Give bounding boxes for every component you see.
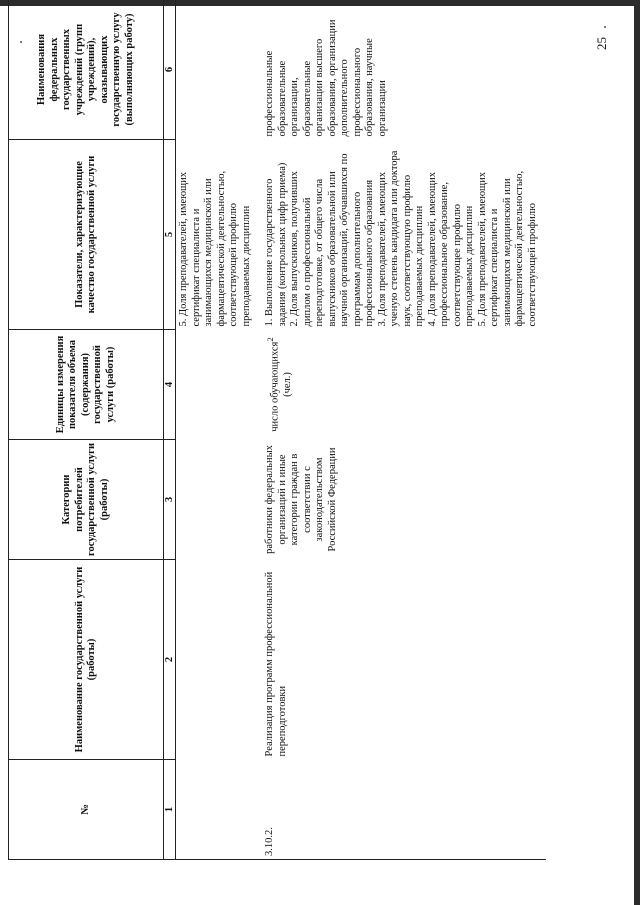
scan-border-right — [634, 0, 640, 905]
indicator-item: 4. Доля преподавателей, имеющих профессиональное образование, соответствующее профилю преподаваемых дисциплин — [426, 171, 475, 327]
services-table — [8, 0, 546, 860]
rotated-page — [6, 0, 626, 868]
table-row — [262, 0, 546, 860]
unit-footnote-mark: 2 — [265, 337, 275, 342]
unit-tail: (чел.) — [282, 372, 293, 397]
column-number: 6 — [164, 0, 176, 140]
consumer-category: работники федеральных организаций и иные категории граждан в соответствии с законодательством Российской Федерации — [264, 445, 338, 554]
row-number: 3.10.2. — [262, 760, 546, 860]
quality-indicators — [262, 140, 546, 330]
continued-indicator: 5. Доля преподавателей, имеющих сертификат специалиста и занимающихся медицинской или фармацевтической деятельностью, соответствующей профилю преподаваемых дисциплин — [176, 140, 263, 330]
indicator-item: 2. Доля выпускников, получивших диплом о профессиональной переподготовке, от общего числа выпускников образовательной или научной организаций, обучавшихся по программам дополнительного профессионального образования — [289, 153, 375, 327]
column-number-row — [164, 0, 176, 860]
table-header-row — [9, 0, 164, 860]
header-institutions: Наименования федеральных государственных учреждений (групп учреждений), оказывающих государственную услугу (выполняющих работу) — [9, 0, 164, 140]
header-consumers: Категории потребителей государственной услуги (работы) — [9, 440, 164, 560]
header-number: № — [9, 760, 164, 860]
column-number: 5 — [164, 140, 176, 330]
column-number: 1 — [164, 760, 176, 860]
unit-text: число обучающихся — [269, 341, 281, 432]
indicator-item: 3. Доля преподавателей, имеющих ученую степень кандидата или доктора наук, соответствующую профилю преподаваемых дисциплин — [376, 150, 425, 327]
header-service-name: Наименование государственной услуги (работы) — [9, 560, 164, 760]
institutions: профессиональные образовательные организации, образовательные организации высшего образования, организации дополнительного профессионального образования, научные организации — [262, 0, 546, 140]
column-number: 2 — [164, 560, 176, 760]
column-number: 4 — [164, 330, 176, 440]
column-number: 3 — [164, 440, 176, 560]
header-quality-indicators: Показатели, характеризующие качество государственной услуги — [9, 140, 164, 330]
service-name: Реализация программ профессиональной переподготовки — [264, 571, 288, 757]
unit-of-measure — [262, 330, 546, 440]
header-units: Единицы измерения показателя объема (содержания) государственной услуги (работы) — [9, 330, 164, 440]
page-number: 25 — [594, 37, 609, 50]
continuation-row — [176, 0, 263, 860]
indicator-item: 5. Доля преподавателей, имеющих сертификат специалиста и занимающихся медицинской или фармацевтической деятельностью, соответствующей профилю — [476, 170, 538, 327]
indicator-item: 1. Выполнение государственного задания (контрольных цифр приема) — [264, 162, 288, 327]
